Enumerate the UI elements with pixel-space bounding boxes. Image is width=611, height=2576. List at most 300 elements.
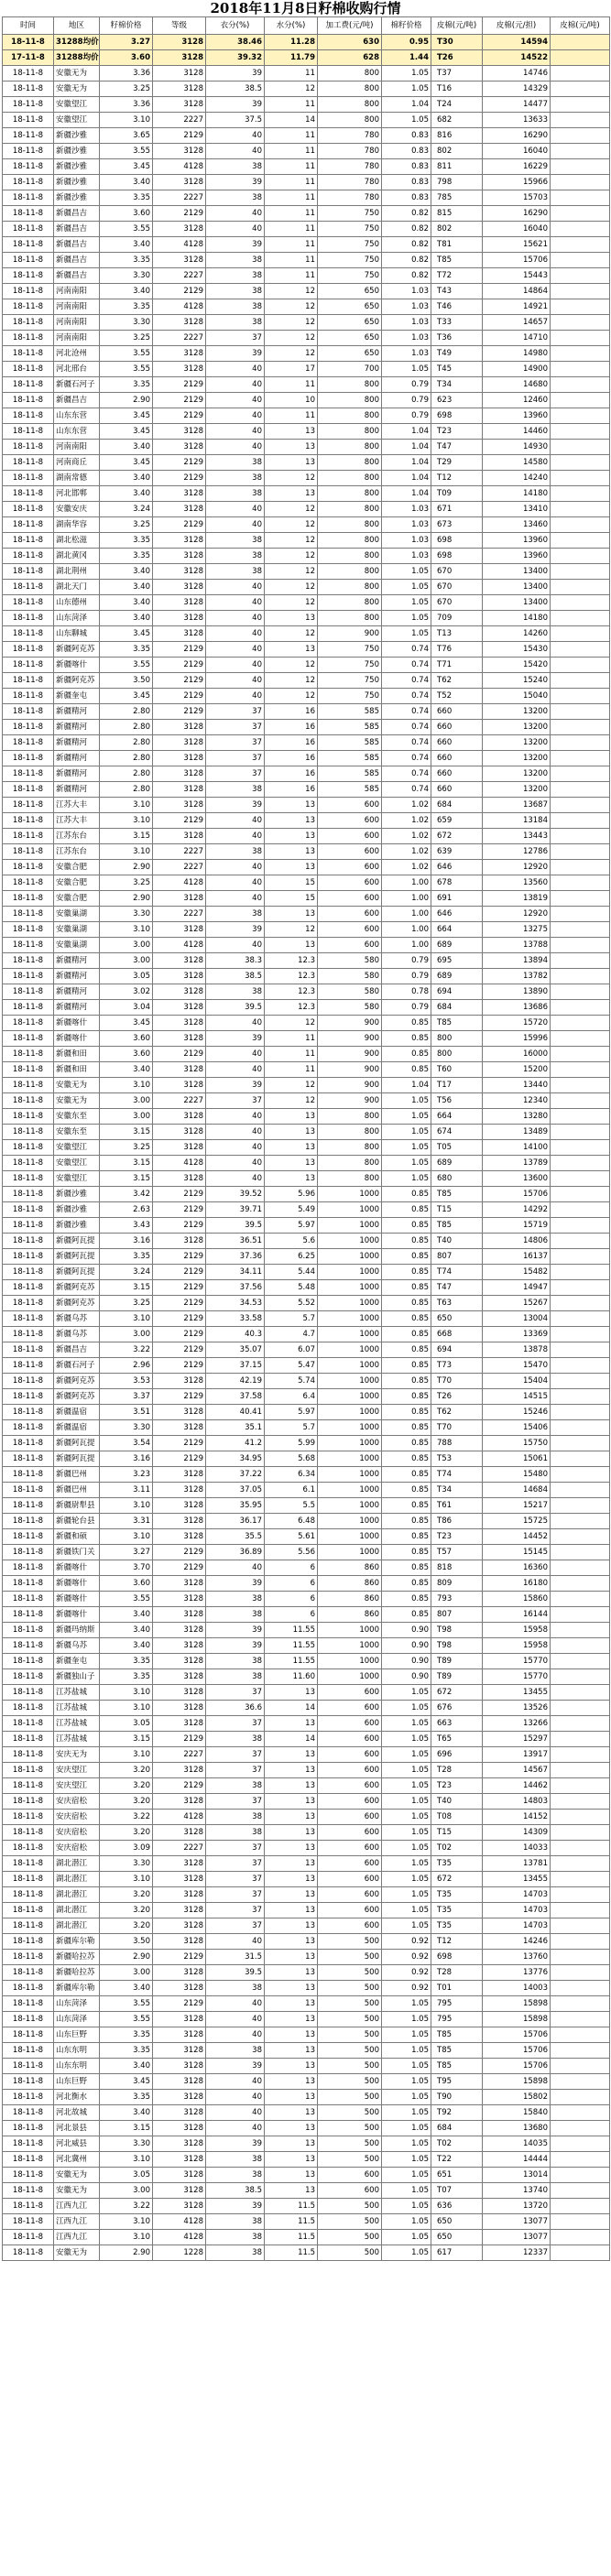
table-cell: 5.7 <box>265 1311 318 1327</box>
table-cell: 12 <box>265 533 318 549</box>
table-cell: 39.52 <box>206 1187 265 1202</box>
table-cell: 18-11-8 <box>3 658 54 673</box>
table-row <box>3 517 610 533</box>
table-cell: T49 <box>431 346 483 362</box>
table-cell: 3.35 <box>100 2027 153 2043</box>
table-cell: 2129 <box>153 128 206 144</box>
table-cell: 安徽合肥 <box>54 891 100 907</box>
table-cell: 3128 <box>153 35 206 50</box>
table-cell: 689 <box>431 938 483 953</box>
table-cell: T62 <box>431 1405 483 1420</box>
table-cell: 860 <box>318 1607 382 1623</box>
table-cell: 38 <box>206 1778 265 1794</box>
table-cell <box>551 1763 610 1778</box>
table-cell <box>551 268 610 284</box>
table-cell: 18-11-8 <box>3 2043 54 2059</box>
table-cell: 18-11-8 <box>3 424 54 440</box>
table-cell: 16 <box>265 751 318 766</box>
table-cell: 15621 <box>483 237 551 253</box>
table-cell: 18-11-8 <box>3 2199 54 2214</box>
table-cell: 800 <box>318 455 382 471</box>
table-cell: 新疆奎屯 <box>54 1654 100 1669</box>
table-cell: 37.22 <box>206 1467 265 1483</box>
table-cell: 38 <box>206 268 265 284</box>
column-header: 皮棉(元/吨) <box>551 17 610 35</box>
table-cell: 2227 <box>153 860 206 875</box>
table-cell: 18-11-8 <box>3 1778 54 1794</box>
table-cell: 500 <box>318 1981 382 1996</box>
table-cell: 3128 <box>153 1981 206 1996</box>
table-cell: 13489 <box>483 1125 551 1140</box>
table-cell: 1.05 <box>382 2043 431 2059</box>
table-cell <box>551 190 610 206</box>
table-cell: 38 <box>206 284 265 299</box>
table-cell: 18-11-8 <box>3 1872 54 1887</box>
table-cell: 15725 <box>483 1514 551 1529</box>
table-row <box>3 1950 610 1965</box>
table-cell <box>551 1934 610 1950</box>
table-cell: 39.5 <box>206 1218 265 1234</box>
table-cell: 11 <box>265 190 318 206</box>
table-cell <box>551 159 610 175</box>
table-cell: 1.05 <box>382 1778 431 1794</box>
table-cell: 4128 <box>153 159 206 175</box>
table-cell: 40 <box>206 1171 265 1187</box>
table-cell: 0.85 <box>382 1374 431 1389</box>
table-cell: 3128 <box>153 1685 206 1701</box>
table-cell <box>551 1498 610 1514</box>
table-cell: 600 <box>318 1778 382 1794</box>
table-cell: 18-11-8 <box>3 175 54 190</box>
table-cell: 3.35 <box>100 549 153 564</box>
table-row <box>3 408 610 424</box>
table-cell: 31288均价 <box>54 35 100 50</box>
table-cell <box>551 1856 610 1872</box>
table-cell: 15480 <box>483 1467 551 1483</box>
table-cell: 12460 <box>483 393 551 408</box>
table-cell: 河北衡水 <box>54 2090 100 2105</box>
table-cell: 3.25 <box>100 331 153 346</box>
table-cell: 2129 <box>153 1187 206 1202</box>
table-cell: 40 <box>206 2121 265 2136</box>
table-cell: 13687 <box>483 798 551 813</box>
table-cell: 12.3 <box>265 1000 318 1016</box>
table-cell: 1.03 <box>382 299 431 315</box>
table-cell: 40 <box>206 408 265 424</box>
table-cell: 694 <box>431 984 483 1000</box>
table-cell: 3.00 <box>100 1093 153 1109</box>
table-cell: 新疆阿瓦提 <box>54 1265 100 1280</box>
table-row <box>3 1965 610 1981</box>
table-cell: 3128 <box>153 1062 206 1078</box>
table-row <box>3 1047 610 1062</box>
table-cell: 3128 <box>153 50 206 66</box>
table-row <box>3 844 610 860</box>
table-cell <box>551 1265 610 1280</box>
table-cell: 15420 <box>483 658 551 673</box>
table-cell: 18-11-8 <box>3 673 54 689</box>
table-row <box>3 2152 610 2168</box>
table-cell <box>551 35 610 50</box>
table-cell: 安徽无为 <box>54 1078 100 1093</box>
table-cell: 江西九江 <box>54 2230 100 2245</box>
table-cell: 15898 <box>483 2074 551 2090</box>
table-cell: 16 <box>265 704 318 720</box>
table-cell: 1.04 <box>382 424 431 440</box>
table-cell: 18-11-8 <box>3 1016 54 1031</box>
table-cell: T85 <box>431 2027 483 2043</box>
table-cell: 802 <box>431 222 483 237</box>
table-cell: 2.80 <box>100 735 153 751</box>
table-cell: 0.85 <box>382 1483 431 1498</box>
table-cell: 1.05 <box>382 1171 431 1187</box>
table-cell: 安徽无为 <box>54 1093 100 1109</box>
table-cell: 18-11-8 <box>3 362 54 377</box>
table-cell: 2227 <box>153 1093 206 1109</box>
table-row <box>3 1420 610 1436</box>
table-row <box>3 549 610 564</box>
table-cell: 江苏盐城 <box>54 1716 100 1732</box>
table-cell: 18-11-8 <box>3 1202 54 1218</box>
table-cell: 3128 <box>153 2183 206 2199</box>
table-row <box>3 486 610 502</box>
table-cell: T89 <box>431 1669 483 1685</box>
table-cell <box>551 1623 610 1638</box>
table-cell: 18-11-8 <box>3 1638 54 1654</box>
table-cell: 500 <box>318 2105 382 2121</box>
table-cell: 2.96 <box>100 1358 153 1374</box>
table-row <box>3 268 610 284</box>
table-cell: 3.40 <box>100 440 153 455</box>
table-cell: 18-11-8 <box>3 346 54 362</box>
table-cell: 16 <box>265 720 318 735</box>
table-cell: 3.35 <box>100 1669 153 1685</box>
table-cell: 800 <box>318 1109 382 1125</box>
table-cell <box>551 1202 610 1218</box>
table-cell: 3128 <box>153 2199 206 2214</box>
table-cell: 18-11-8 <box>3 1109 54 1125</box>
table-cell: 31288均价 <box>54 50 100 66</box>
table-cell: 1.03 <box>382 284 431 299</box>
table-cell <box>551 549 610 564</box>
table-cell: 1.05 <box>382 113 431 128</box>
table-cell: 新疆哈拉苏 <box>54 1965 100 1981</box>
table-cell: 41.2 <box>206 1436 265 1451</box>
table-cell <box>551 1965 610 1981</box>
table-row <box>3 2183 610 2199</box>
table-cell: 湖南常德 <box>54 471 100 486</box>
table-cell: 617 <box>431 2245 483 2261</box>
table-cell: 12 <box>265 517 318 533</box>
table-cell: 40 <box>206 1125 265 1140</box>
table-cell: 安庆宿松 <box>54 1810 100 1825</box>
table-cell: 安徽无为 <box>54 66 100 82</box>
table-cell: 600 <box>318 907 382 922</box>
table-cell: 40 <box>206 362 265 377</box>
table-cell <box>551 424 610 440</box>
table-cell: 0.79 <box>382 953 431 969</box>
table-cell: 3128 <box>153 97 206 113</box>
table-cell: 18-11-8 <box>3 2183 54 2199</box>
table-cell: 14329 <box>483 82 551 97</box>
table-row <box>3 1545 610 1560</box>
table-cell: 650 <box>318 331 382 346</box>
table-cell: 13 <box>265 2136 318 2152</box>
table-cell: T95 <box>431 2074 483 2090</box>
table-cell: 15770 <box>483 1669 551 1685</box>
table-cell: 1.05 <box>382 362 431 377</box>
table-cell: 673 <box>431 517 483 533</box>
table-cell: 2129 <box>153 393 206 408</box>
table-cell: 800 <box>318 502 382 517</box>
table-cell: 3128 <box>153 222 206 237</box>
table-row <box>3 1031 610 1047</box>
table-cell: 600 <box>318 1763 382 1778</box>
table-cell: 新疆阿瓦提 <box>54 1451 100 1467</box>
table-cell: 600 <box>318 1841 382 1856</box>
table-cell: 40 <box>206 580 265 595</box>
table-cell: 新疆喀什 <box>54 1576 100 1592</box>
table-cell: 40 <box>206 2027 265 2043</box>
table-cell: T61 <box>431 1498 483 1514</box>
table-cell: 500 <box>318 2245 382 2261</box>
table-cell: 江西九江 <box>54 2214 100 2230</box>
table-cell: 14 <box>265 113 318 128</box>
table-cell: T45 <box>431 362 483 377</box>
table-cell: 684 <box>431 1000 483 1016</box>
table-cell: 2129 <box>153 1327 206 1342</box>
table-cell: 2.80 <box>100 751 153 766</box>
table-cell: 698 <box>431 1950 483 1965</box>
table-cell: 新疆哈拉苏 <box>54 1950 100 1965</box>
table-cell: 18-11-8 <box>3 2214 54 2230</box>
table-cell: 3.20 <box>100 1887 153 1903</box>
table-cell: T24 <box>431 97 483 113</box>
table-cell: 18-11-8 <box>3 875 54 891</box>
table-cell: 600 <box>318 922 382 938</box>
table-row <box>3 1810 610 1825</box>
table-cell: 山东聊城 <box>54 626 100 642</box>
table-cell: 3.10 <box>100 1685 153 1701</box>
table-cell: 3128 <box>153 1794 206 1810</box>
table-cell: 3128 <box>153 1887 206 1903</box>
table-cell: 3.35 <box>100 190 153 206</box>
table-cell: 河南南阳 <box>54 315 100 331</box>
table-cell: 1000 <box>318 1529 382 1545</box>
table-cell: 11.60 <box>265 1669 318 1685</box>
table-cell: 750 <box>318 206 382 222</box>
table-cell: 18-11-8 <box>3 1296 54 1311</box>
table-cell: 13560 <box>483 875 551 891</box>
table-cell: 13200 <box>483 766 551 782</box>
table-cell: 663 <box>431 1716 483 1732</box>
table-cell: 3.23 <box>100 1467 153 1483</box>
table-cell: 900 <box>318 626 382 642</box>
table-row <box>3 922 610 938</box>
column-header: 水分(%) <box>265 17 318 35</box>
table-cell: 5.97 <box>265 1405 318 1420</box>
table-cell <box>551 533 610 549</box>
table-cell: 15443 <box>483 268 551 284</box>
table-cell: 18-11-8 <box>3 1887 54 1903</box>
table-cell: 660 <box>431 735 483 751</box>
table-cell: 11 <box>265 408 318 424</box>
table-cell <box>551 1311 610 1327</box>
table-cell: T26 <box>431 1389 483 1405</box>
table-cell: 3.40 <box>100 486 153 502</box>
table-row <box>3 159 610 175</box>
table-row <box>3 2059 610 2074</box>
table-cell: T17 <box>431 1078 483 1093</box>
table-cell: 14035 <box>483 2136 551 2152</box>
table-cell: 1.05 <box>382 2012 431 2027</box>
table-cell: 3.45 <box>100 408 153 424</box>
table-cell: 3.37 <box>100 1389 153 1405</box>
table-cell: 11.55 <box>265 1654 318 1669</box>
table-cell: 3.10 <box>100 813 153 829</box>
table-cell: 40 <box>206 642 265 658</box>
table-cell: 684 <box>431 798 483 813</box>
table-cell: 0.85 <box>382 1607 431 1623</box>
table-cell: 安徽望江 <box>54 97 100 113</box>
table-cell: 4128 <box>153 2214 206 2230</box>
table-cell: T37 <box>431 66 483 82</box>
table-cell: 0.78 <box>382 984 431 1000</box>
table-cell: 38.5 <box>206 82 265 97</box>
table-cell: 1.04 <box>382 97 431 113</box>
column-header: 地区 <box>54 17 100 35</box>
table-cell: 0.85 <box>382 1467 431 1483</box>
table-cell: 38 <box>206 2043 265 2059</box>
table-cell: 37.58 <box>206 1389 265 1405</box>
table-cell: 13200 <box>483 704 551 720</box>
table-cell: 3128 <box>153 2152 206 2168</box>
table-cell: 1228 <box>153 2245 206 2261</box>
table-cell: 860 <box>318 1560 382 1576</box>
table-cell: 湖北天门 <box>54 580 100 595</box>
table-cell: 671 <box>431 502 483 517</box>
table-cell: 新疆玛纳斯 <box>54 1623 100 1638</box>
table-cell: 18-11-8 <box>3 813 54 829</box>
table-cell: 39 <box>206 346 265 362</box>
table-cell: 18-11-8 <box>3 222 54 237</box>
table-cell: 河南南阳 <box>54 440 100 455</box>
table-cell: 18-11-8 <box>3 1934 54 1950</box>
table-cell: 3128 <box>153 564 206 580</box>
table-cell: 672 <box>431 829 483 844</box>
table-cell: 3128 <box>153 611 206 626</box>
table-cell: 14657 <box>483 315 551 331</box>
table-cell: 1.44 <box>382 50 431 66</box>
table-cell <box>551 1156 610 1171</box>
table-cell: 3128 <box>153 1856 206 1872</box>
table-cell: 1.05 <box>382 1856 431 1872</box>
table-cell: 34.95 <box>206 1451 265 1467</box>
table-cell: 6.48 <box>265 1514 318 1529</box>
table-cell: 1000 <box>318 1280 382 1296</box>
table-cell <box>551 1062 610 1078</box>
table-cell: 6 <box>265 1576 318 1592</box>
table-cell: 3.30 <box>100 1420 153 1436</box>
table-cell: 800 <box>318 486 382 502</box>
table-cell: 3128 <box>153 144 206 159</box>
table-row <box>3 1187 610 1202</box>
table-cell: 1.05 <box>382 1841 431 1856</box>
table-cell: 2129 <box>153 1280 206 1296</box>
table-row <box>3 1171 610 1187</box>
table-cell: 3.11 <box>100 1483 153 1498</box>
table-cell: 1000 <box>318 1623 382 1638</box>
table-cell: 13 <box>265 860 318 875</box>
table-cell: 14703 <box>483 1903 551 1918</box>
table-cell: T86 <box>431 1514 483 1529</box>
table-row <box>3 1685 610 1701</box>
table-cell: 12 <box>265 471 318 486</box>
table-cell: 18-11-8 <box>3 1856 54 1872</box>
table-cell: 1.05 <box>382 1887 431 1903</box>
table-cell: 15720 <box>483 1016 551 1031</box>
table-cell: 15706 <box>483 2043 551 2059</box>
table-cell: 600 <box>318 875 382 891</box>
table-cell: 12.3 <box>265 969 318 984</box>
table-cell: 16229 <box>483 159 551 175</box>
table-cell: 12920 <box>483 860 551 875</box>
table-cell: 700 <box>318 362 382 377</box>
table-cell: 18-11-8 <box>3 1669 54 1685</box>
table-cell: 1.05 <box>382 1810 431 1825</box>
table-cell: 18-11-8 <box>3 969 54 984</box>
table-cell: 38 <box>206 533 265 549</box>
table-cell <box>551 1887 610 1903</box>
table-cell: 18-11-8 <box>3 891 54 907</box>
table-cell: T35 <box>431 1918 483 1934</box>
table-cell: 3.22 <box>100 1810 153 1825</box>
table-cell: 0.92 <box>382 1981 431 1996</box>
table-row <box>3 1311 610 1327</box>
table-cell: 新疆沙雅 <box>54 1187 100 1202</box>
table-cell: 600 <box>318 891 382 907</box>
table-cell <box>551 2027 610 2043</box>
table-row <box>3 1887 610 1903</box>
page-title: 2018年11月8日籽棉收购行情 <box>210 0 401 16</box>
table-cell: 12.3 <box>265 953 318 969</box>
table-cell: 18-11-8 <box>3 844 54 860</box>
table-cell: 37 <box>206 1093 265 1109</box>
table-cell: 800 <box>318 1156 382 1171</box>
table-cell: 39 <box>206 2136 265 2152</box>
table-cell: 18-11-8 <box>3 408 54 424</box>
table-cell: 18-11-8 <box>3 253 54 268</box>
table-cell: 2129 <box>153 517 206 533</box>
table-row <box>3 206 610 222</box>
table-cell: T22 <box>431 2152 483 2168</box>
table-cell: 3.15 <box>100 1171 153 1187</box>
table-cell: 2129 <box>153 1950 206 1965</box>
table-cell: 3128 <box>153 595 206 611</box>
table-cell: 38 <box>206 315 265 331</box>
table-cell: 15958 <box>483 1623 551 1638</box>
table-cell: 2227 <box>153 190 206 206</box>
table-cell: 5.61 <box>265 1529 318 1545</box>
table-cell: 15802 <box>483 2090 551 2105</box>
table-cell: 3128 <box>153 1171 206 1187</box>
table-cell: 40 <box>206 1934 265 1950</box>
table-cell: 38 <box>206 1810 265 1825</box>
table-cell: 3.16 <box>100 1234 153 1249</box>
table-cell: 3128 <box>153 1483 206 1498</box>
table-cell: 0.74 <box>382 720 431 735</box>
table-cell: 湖北潜江 <box>54 1887 100 1903</box>
